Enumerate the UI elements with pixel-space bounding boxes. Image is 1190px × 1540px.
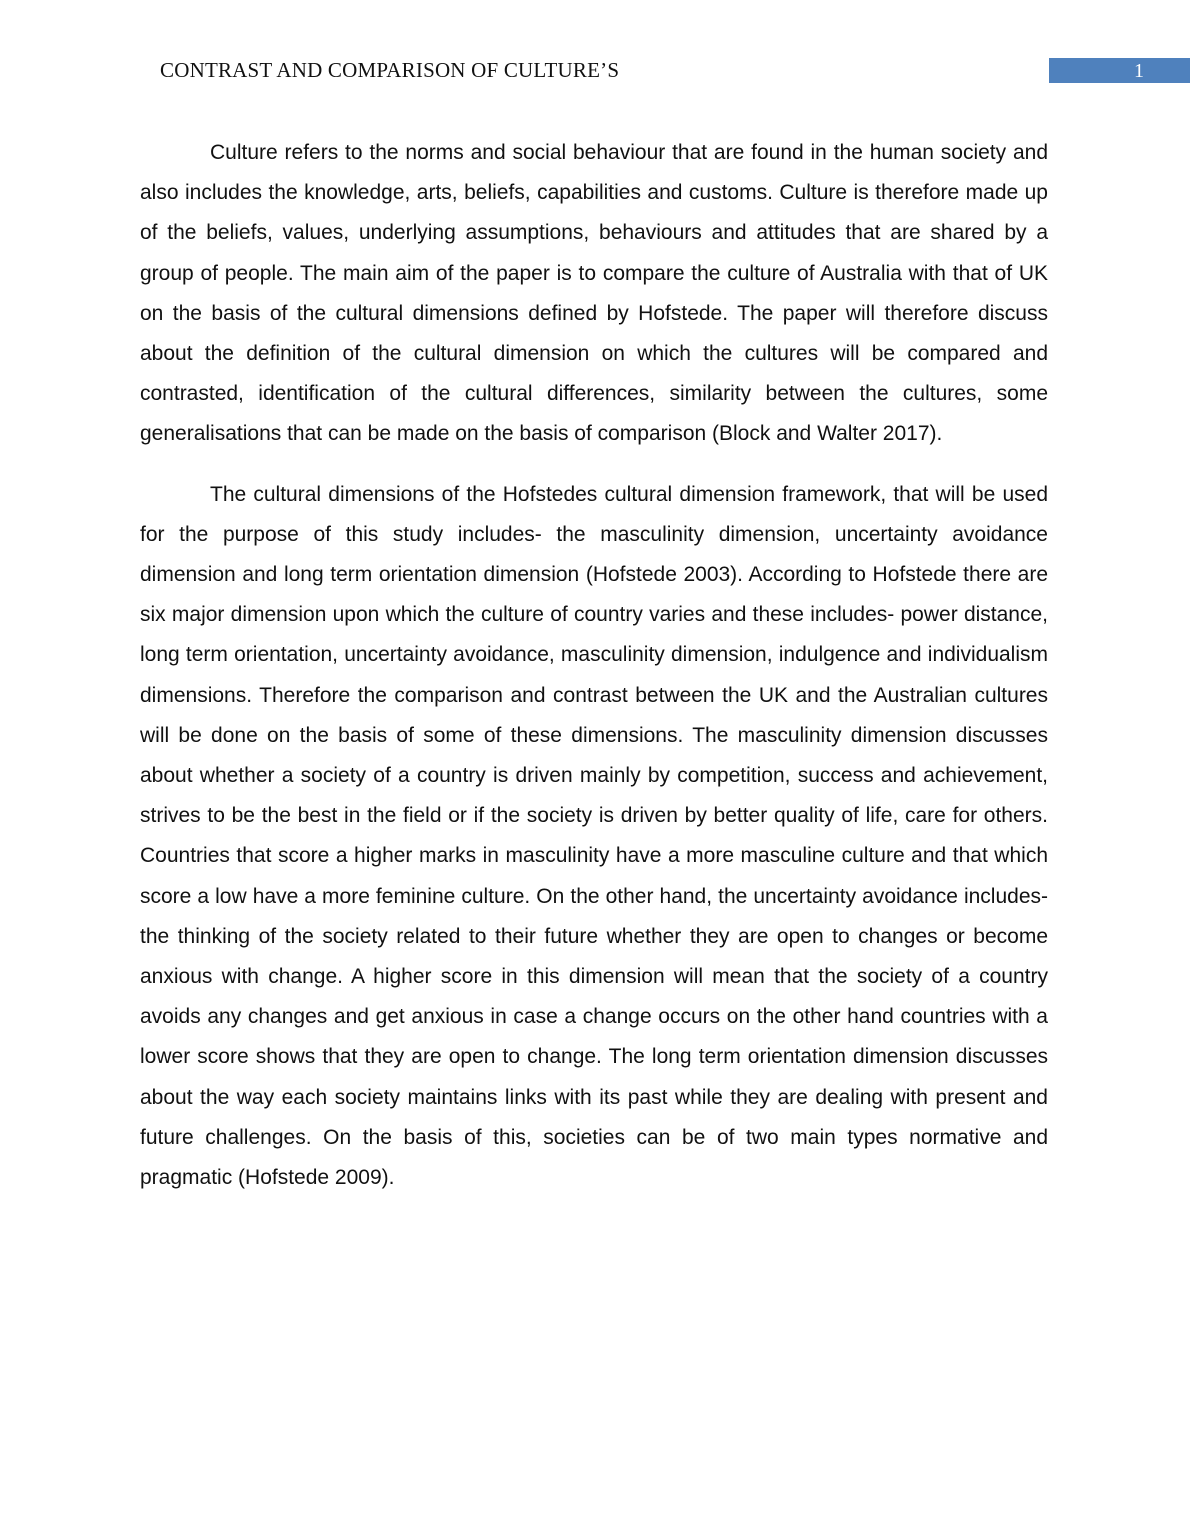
running-header-title: CONTRAST AND COMPARISON OF CULTURE’S xyxy=(160,58,620,82)
paragraph-intro: Culture refers to the norms and social behaviour that are found in the human society and also includes the knowledge, arts, beliefs, capabilities and customs. Culture is therefore made up of the beliefs, values, underlying assumptions, behaviours and attitudes that are shared by a group of people. The main aim of the paper is to compare the culture of Australia with that of UK on the basis of the cultural dimensions defined by Hofstede. The paper will therefore discuss about the definition of the cultural dimension on which the cultures will be compared and contrasted, identification of the cultural differences, similarity between the cultures, some generalisations that can be made on the basis of comparison (Block and Walter 2017). xyxy=(140,141,1048,446)
document-body xyxy=(140,133,1048,1198)
paragraph-cultural-dimensions: The cultural dimensions of the Hofstedes cultural dimension framework, that will be used for the purpose of this study includes- the masculinity dimension, uncertainty avoidance dimension and long term orientation dimension (Hofstede 2003). According to Hofstede there are six major dimension upon which the culture of country varies and these includes- power distance, long term orientation, uncertainty avoidance, masculinity dimension, indulgence and individualism dimensions. Therefore the comparison and contrast between the UK and the Australian cultures will be done on the basis of some of these dimensions. The masculinity dimension discusses about whether a society of a country is driven mainly by competition, success and achievement, strives to be the best in the field or if the society is driven by better quality of life, care for others. Countries that score a higher marks in masculinity have a more masculine culture and that which score a low have a more feminine culture. On the other hand, the uncertainty avoidance includes- the thinking of the society related to their future whether they are open to changes or become anxious with change. A higher score in this dimension will mean that the society of a country avoids any changes and get anxious in case a change occurs on the other hand countries with a lower score shows that they are open to change. The long term orientation dimension discusses about the way each society maintains links with its past while they are dealing with present and future challenges. On the basis of this, societies can be of two main types normative and pragmatic (Hofstede 2009). xyxy=(140,482,1048,1190)
page-number-badge xyxy=(1049,58,1190,83)
page-number: 1 xyxy=(1134,59,1144,82)
